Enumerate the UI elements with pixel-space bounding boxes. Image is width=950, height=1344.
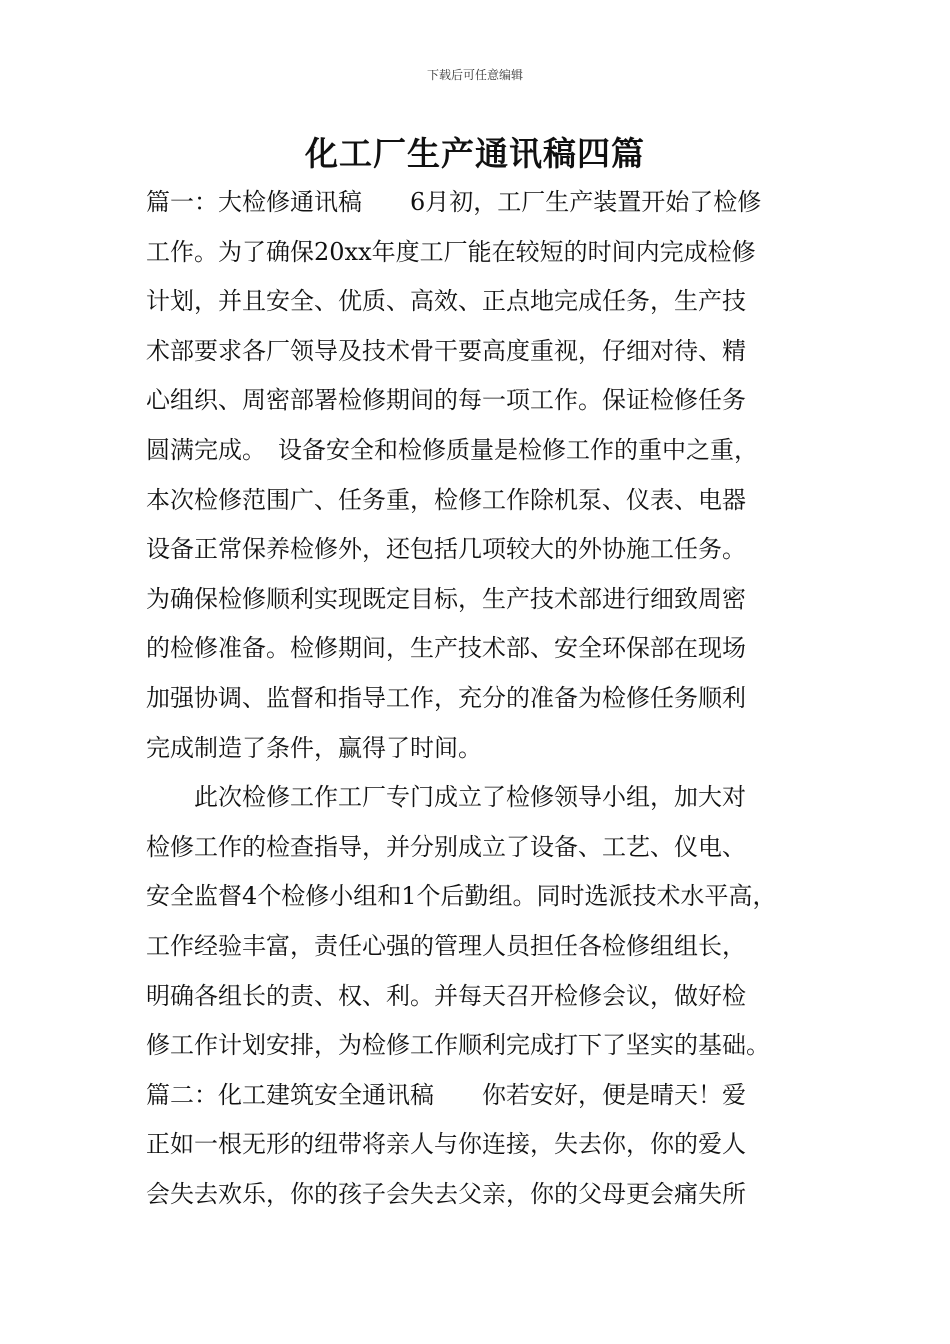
text-line: 加强协调、监督和指导工作，充分的准备为检修任务顺利 xyxy=(146,683,746,712)
text-line: 为确保检修顺利实现既定目标，生产技术部进行细致周密 xyxy=(146,584,746,613)
text-line: 的检修准备。检修期间，生产技术部、安全环保部在现场 xyxy=(146,634,746,663)
text-line: 计划，并且安全、优质、高效、正点地完成任务，生产技 xyxy=(146,287,746,316)
text-line: 安全监督4个检修小组和1个后勤组。同时选派技术水平高， xyxy=(146,882,777,911)
text-line: 心组织、周密部署检修期间的每一项工作。保证检修任务 xyxy=(146,386,746,415)
text-line: 检修工作的检查指导，并分别成立了设备、工艺、仪电、 xyxy=(146,832,746,861)
text-line: 会失去欢乐，你的孩子会失去父亲，你的父母更会痛失所 xyxy=(146,1179,746,1208)
text-line: 修工作计划安排，为检修工作顺利完成打下了坚实的基础。 xyxy=(146,1031,770,1060)
text-line: 术部要求各厂领导及技术骨干要高度重视，仔细对待、精 xyxy=(146,336,746,365)
header-note: 下载后可任意编辑 xyxy=(426,68,523,82)
text-line: 完成制造了条件，赢得了时间。 xyxy=(146,733,482,762)
text-line: 设备正常保养检修外，还包括几项较大的外协施工任务。 xyxy=(146,535,746,564)
text-line: 明确各组长的责、权、利。并每天召开检修会议，做好检 xyxy=(146,981,746,1010)
text-line: 工作经验丰富，责任心强的管理人员担任各检修组组长， xyxy=(146,931,746,960)
text-line: 圆满完成。 设备安全和检修质量是检修工作的重中之重， xyxy=(146,435,758,464)
text-line: 篇二：化工建筑安全通讯稿 你若安好，便是晴天！爱 xyxy=(146,1080,746,1109)
text-line: 工作。为了确保20xx年度工厂能在较短的时间内完成检修 xyxy=(146,237,756,266)
document-body xyxy=(146,178,822,1219)
document-title: 化工厂生产通讯稿四篇 xyxy=(305,134,645,173)
text-line: 正如一根无形的纽带将亲人与你连接，失去你，你的爱人 xyxy=(146,1130,746,1159)
text-line: 此次检修工作工厂专门成立了检修领导小组，加大对 xyxy=(146,783,746,812)
text-line: 篇一：大检修通讯稿 6月初，工厂生产装置开始了检修 xyxy=(146,188,762,216)
text-line: 本次检修范围广、任务重，检修工作除机泵、仪表、电器 xyxy=(146,485,746,514)
